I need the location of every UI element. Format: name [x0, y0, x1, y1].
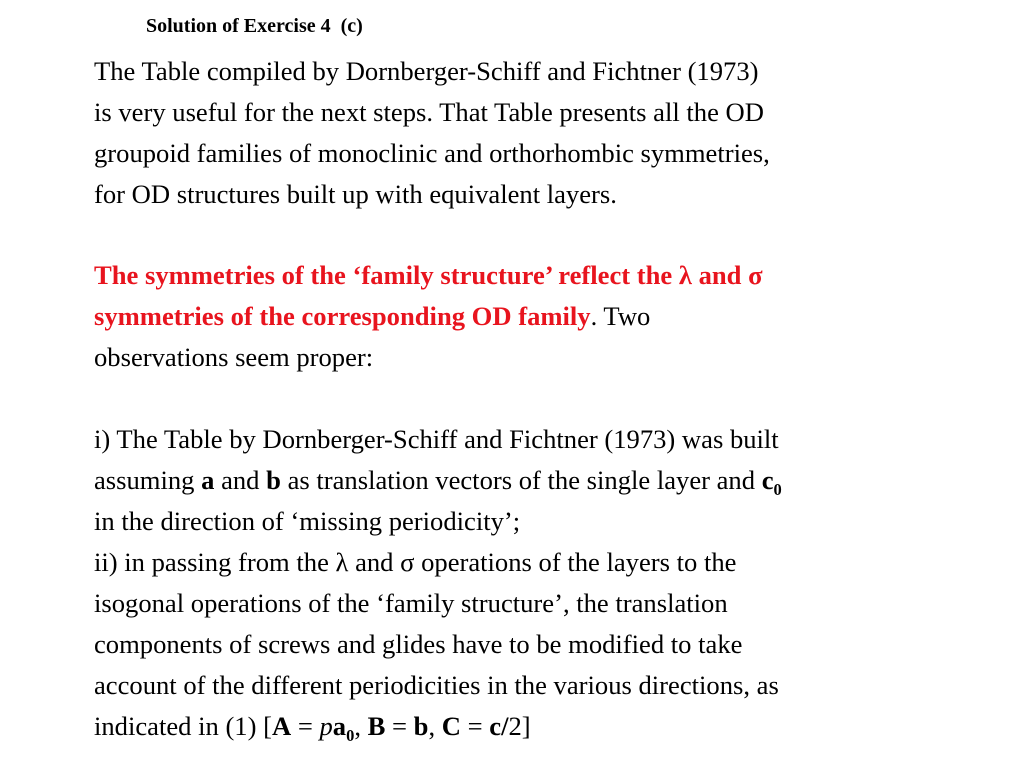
intro-line-2: is very useful for the next steps. That Table presents all the OD	[94, 97, 764, 127]
observations-paragraph	[94, 419, 999, 747]
vector-a: a	[201, 465, 215, 495]
formula-two: 2	[508, 711, 522, 741]
separator: ,	[354, 711, 368, 741]
vector-c0: $c_0$	[761, 465, 782, 499]
intro-line-4: for OD structures built up with equivalent layers.	[94, 179, 617, 209]
equals-sign: =	[460, 711, 490, 741]
formula-b: b	[413, 711, 429, 741]
highlight-line-1: The symmetries of the ‘family structure’ reflect the λ and σ	[94, 260, 763, 290]
slide-title: Solution of Exercise 4 (c)	[146, 15, 363, 37]
separator: ,	[428, 711, 442, 741]
formula-B: B	[367, 711, 386, 741]
highlight-tail: . Two	[590, 301, 651, 331]
text-segment: as translation vectors of the single layer and	[280, 465, 762, 495]
observation-ii-line-4: account of the different periodicities in the various directions, as	[94, 670, 779, 700]
formula-C: C	[441, 711, 461, 741]
observation-i-line-2	[94, 460, 999, 501]
text-segment: assuming	[94, 465, 202, 495]
observation-ii-line-2: isogonal operations of the ‘family structure’, the translation	[94, 588, 728, 618]
observation-i-line-3: in the direction of ‘missing periodicity’;	[94, 506, 521, 536]
vector-b: b	[266, 465, 281, 495]
formula-a0: $a_0$	[332, 711, 355, 745]
formula-slash: /	[501, 711, 509, 741]
observation-ii-line-5	[94, 706, 999, 747]
formula-A: A	[271, 711, 292, 741]
equals-sign: =	[291, 711, 320, 741]
highlight-text: symmetries of the corresponding OD family	[94, 301, 591, 331]
formula-c: c	[489, 711, 502, 741]
observation-i-line-1: i) The Table by Dornberger-Schiff and Fichtner (1973) was built	[94, 424, 779, 454]
intro-line-3: groupoid families of monoclinic and orthorhombic symmetries,	[94, 138, 770, 168]
text-segment: and	[214, 465, 267, 495]
text-segment: indicated in (1) [	[94, 711, 272, 741]
formula-close: ]	[521, 711, 531, 741]
intro-line-1: The Table compiled by Dornberger-Schiff and Fichtner (1973)	[94, 56, 759, 86]
symmetry-paragraph	[94, 255, 999, 378]
equals-sign: =	[385, 711, 414, 741]
observation-ii-line-3: components of screws and glides have to be modified to take	[94, 629, 743, 659]
intro-paragraph	[94, 51, 999, 215]
formula-p: p	[319, 711, 333, 741]
symmetry-line-3: observations seem proper:	[94, 342, 374, 372]
observation-ii-line-1: ii) in passing from the λ and σ operations of the layers to the	[94, 547, 737, 577]
highlight-line-2	[94, 296, 999, 337]
